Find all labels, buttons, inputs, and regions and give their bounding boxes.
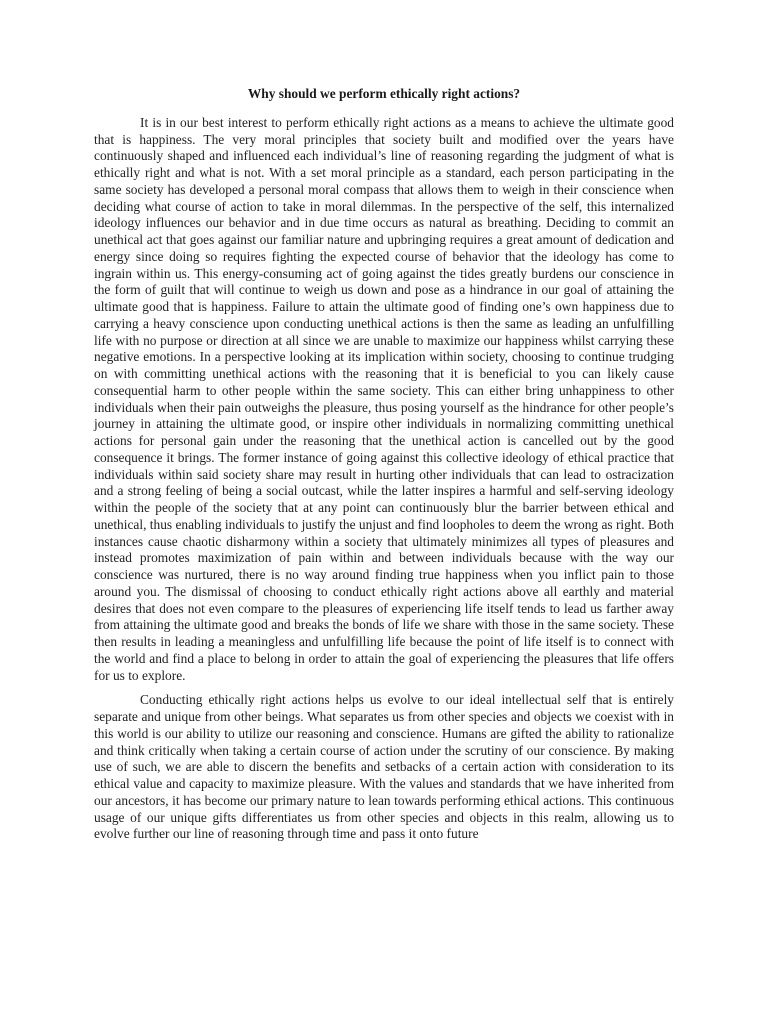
body-paragraph-1: It is in our best interest to perform ethically right actions as a means to achieve the ultimate good that is happiness. The very moral principles that society built and modified over the years have continuously shaped and influenced each individual’s line of reasoning regarding the judgment of what is ethically right and what is not. With a set moral principle as a standard, each person participating in the same society has developed a personal moral compass that allows them to weigh in their conscience when deciding what course of action to take in moral dilemmas. In the perspective of the self, this internalized ideology influences our behavior and in due time occurs as natural as breathing. Deciding to commit an unethical act that goes against our familiar nature and upbringing requires a great amount of dedication and energy since doing so requires fighting the expected course of behavior that the ideology has come to ingrain within us. This energy-consuming act of going against the tides greatly burdens our conscience in the form of guilt that will continue to weigh us down and pose as a hindrance in our goal of attaining the ultimate good that is happiness. Failure to attain the ultimate good of finding one’s own happiness due to carrying a heavy conscience upon conducting unethical actions is then the same as leading an unfulfilling life with no purpose or direction at all since we are unable to maximize our happiness whilst carrying these negative emotions. In a perspective looking at its implication within society, choosing to continue trudging on with committing unethical actions with the reasoning that it is beneficial to you can likely cause consequential harm to other people within the same society. This can either bring unhappiness to other individuals when their pain outweighs the pleasure, thus posing yourself as the hindrance for other people’s journey in attaining the ultimate good, or inspire other individuals in normalizing committing unethical actions for personal gain under the reasoning that the unethical action is cancelled out by the good consequence it brings. The former instance of going against this collective ideology of ethical practice that individuals within said society share may result in hurting other individuals that can lead to ostracization and a strong feeling of being a social outcast, while the latter inspires a harmful and self-serving ideology within the people of the society that at any point can continuously blur the barrier between ethical and unethical, thus enabling individuals to justify the unjust and find loopholes to deem the wrong as right. Both instances cause chaotic disharmony within a society that ultimately minimizes all types of pleasures and instead promotes maximization of pain within and between individuals because with the way our conscience was nurtured, there is no way around finding true happiness when you inflict pain to those around you. The dismissal of choosing to conduct ethically right actions above all earthly and material desires that does not even compare to the pleasures of experiencing life itself tends to lead us farther away from attaining the ultimate good and breaks the bonds of life we share with those in the same society. These then results in leading a meaningless and unfulfilling life because the point of life itself is to connect with the world and find a place to belong in order to attain the goal of experiencing the pleasures that life offers for us to explore. [94, 114, 674, 683]
document-body [94, 86, 674, 843]
body-paragraph-2: Conducting ethically right actions helps us evolve to our ideal intellectual self that is entirely separate and unique from other beings. What separates us from other species and objects we coexist with in this world is our ability to utilize our reasoning and conscience. Humans are gifted the ability to rationalize and think critically when taking a certain course of action under the scrutiny of our conscience. By making use of such, we are able to discern the benefits and setbacks of a certain action with consideration to its ethical value and capacity to maximize pleasure. With the values and standards that we have inherited from our ancestors, it has become our primary nature to lean towards performing ethical actions. This continuous usage of our unique gifts differentiates us from other species and objects in this realm, allowing us to evolve further our line of reasoning through time and pass it onto future [94, 692, 674, 842]
document-title: Why should we perform ethically right actions? [247, 86, 521, 101]
